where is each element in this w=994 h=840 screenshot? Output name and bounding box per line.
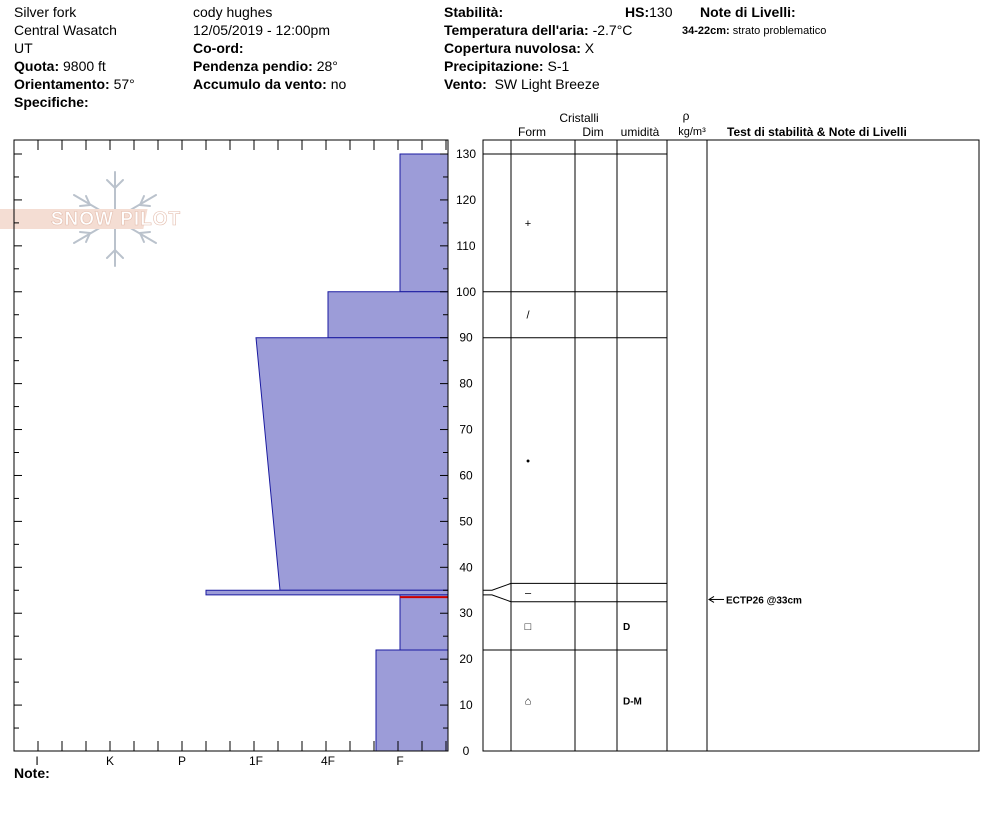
hardness-layer-2 (256, 338, 448, 591)
wind-loading-label: Accumulo da vento: (193, 76, 327, 92)
elevation-value: 9800 ft (63, 58, 106, 74)
tests-header: Test di stabilità & Note di Livelli (727, 125, 907, 139)
depth-label: 100 (455, 284, 477, 299)
layer-moisture-4: D (623, 621, 631, 633)
hardness-layer-0 (400, 154, 448, 292)
air-temp-label: Temperatura dell'aria: (444, 22, 589, 38)
depth-label: 60 (459, 468, 473, 483)
hardness-layer-5 (376, 650, 448, 751)
layer-connector-upper (483, 583, 511, 590)
crystals-header: Cristalli (559, 111, 599, 125)
layer-notes-label: Note di Livelli: (700, 4, 796, 20)
depth-label: 40 (459, 560, 473, 575)
hardness-layer-4 (400, 595, 448, 650)
cloud-value: X (584, 40, 595, 56)
depth-label: 120 (455, 192, 477, 207)
notes-label: Note: (14, 765, 50, 781)
depth-label: 70 (459, 422, 473, 437)
logo-text: SNOW PILOT (50, 209, 182, 230)
hs-value: 130 (649, 4, 673, 20)
aspect-label: Orientamento: (14, 76, 110, 92)
layer-note-range: 34-22cm: (682, 25, 730, 37)
elevation-label: Quota: (14, 58, 60, 74)
hardness-label-i: I (35, 754, 39, 768)
depth-label: 110 (456, 238, 476, 253)
datetime: 12/05/2019 - 12:00pm (193, 22, 330, 38)
hs-label: HS: (625, 4, 650, 20)
depth-label: 0 (462, 744, 470, 758)
mountain-range: Central Wasatch (14, 22, 117, 38)
depth-label: 130 (455, 147, 477, 161)
layer-connector-lower (483, 595, 511, 602)
stability-label: Stabilità: (444, 4, 504, 20)
hardness-label-1f: 1F (248, 754, 264, 768)
depth-label: 90 (459, 330, 473, 345)
density-unit-header: kg/m³ (678, 126, 706, 138)
layer-form-3: – (524, 587, 532, 600)
wind-label: Vento: (444, 76, 487, 92)
layer-form-5: ⌂ (524, 695, 532, 708)
wind-loading-value: no (330, 76, 347, 92)
hardness-layer-3 (206, 590, 448, 595)
depth-label: 20 (459, 652, 473, 667)
hardness-label-k: K (105, 754, 115, 768)
state: UT (14, 40, 33, 56)
hardness-axis-labels (35, 754, 403, 768)
stability-test-label: ECTP26 @33cm (726, 595, 802, 607)
hardness-profile (206, 154, 448, 751)
hardness-label-f: F (396, 754, 404, 768)
layer-form-2: • (526, 455, 530, 468)
layer-form-1: / (526, 309, 530, 322)
precip-value: S-1 (547, 58, 570, 74)
hardness-layer-1 (328, 292, 448, 338)
moisture-header: umidità (620, 125, 660, 139)
precip-label: Precipitazione: (444, 58, 544, 74)
layer-form-0: + (524, 217, 532, 230)
observer: cody hughes (193, 4, 273, 20)
coord-label: Co-ord: (193, 40, 244, 56)
hardness-label-4f: 4F (320, 754, 336, 768)
cloud-label: Copertura nuvolosa: (444, 40, 581, 56)
depth-label: 30 (459, 606, 473, 621)
snowpilot-logo (0, 172, 181, 266)
layer-form-4: □ (524, 620, 532, 633)
size-header: Dim (582, 125, 604, 139)
stability-tests (709, 595, 802, 606)
slope-label: Pendenza pendio: (193, 58, 313, 74)
form-header: Form (518, 125, 546, 139)
depth-label: 50 (459, 514, 473, 529)
wind-value: SW Light Breeze (494, 76, 600, 92)
aspect-value: 57° (113, 76, 135, 92)
rho-header: ρ (682, 109, 690, 123)
layer-table-frame (483, 140, 979, 751)
depth-label: 10 (459, 698, 473, 713)
hardness-label-p: P (177, 754, 187, 768)
location: Silver fork (14, 4, 77, 20)
depth-axis-labels (456, 147, 476, 758)
layer-moisture-5: D-M (623, 696, 642, 708)
slope-value: 28° (316, 58, 338, 74)
depth-label: 80 (459, 376, 473, 391)
specifics-label: Specifiche: (14, 94, 89, 110)
layer-note-text: strato problematico (732, 25, 827, 37)
air-temp-value: -2.7°C (592, 22, 633, 38)
